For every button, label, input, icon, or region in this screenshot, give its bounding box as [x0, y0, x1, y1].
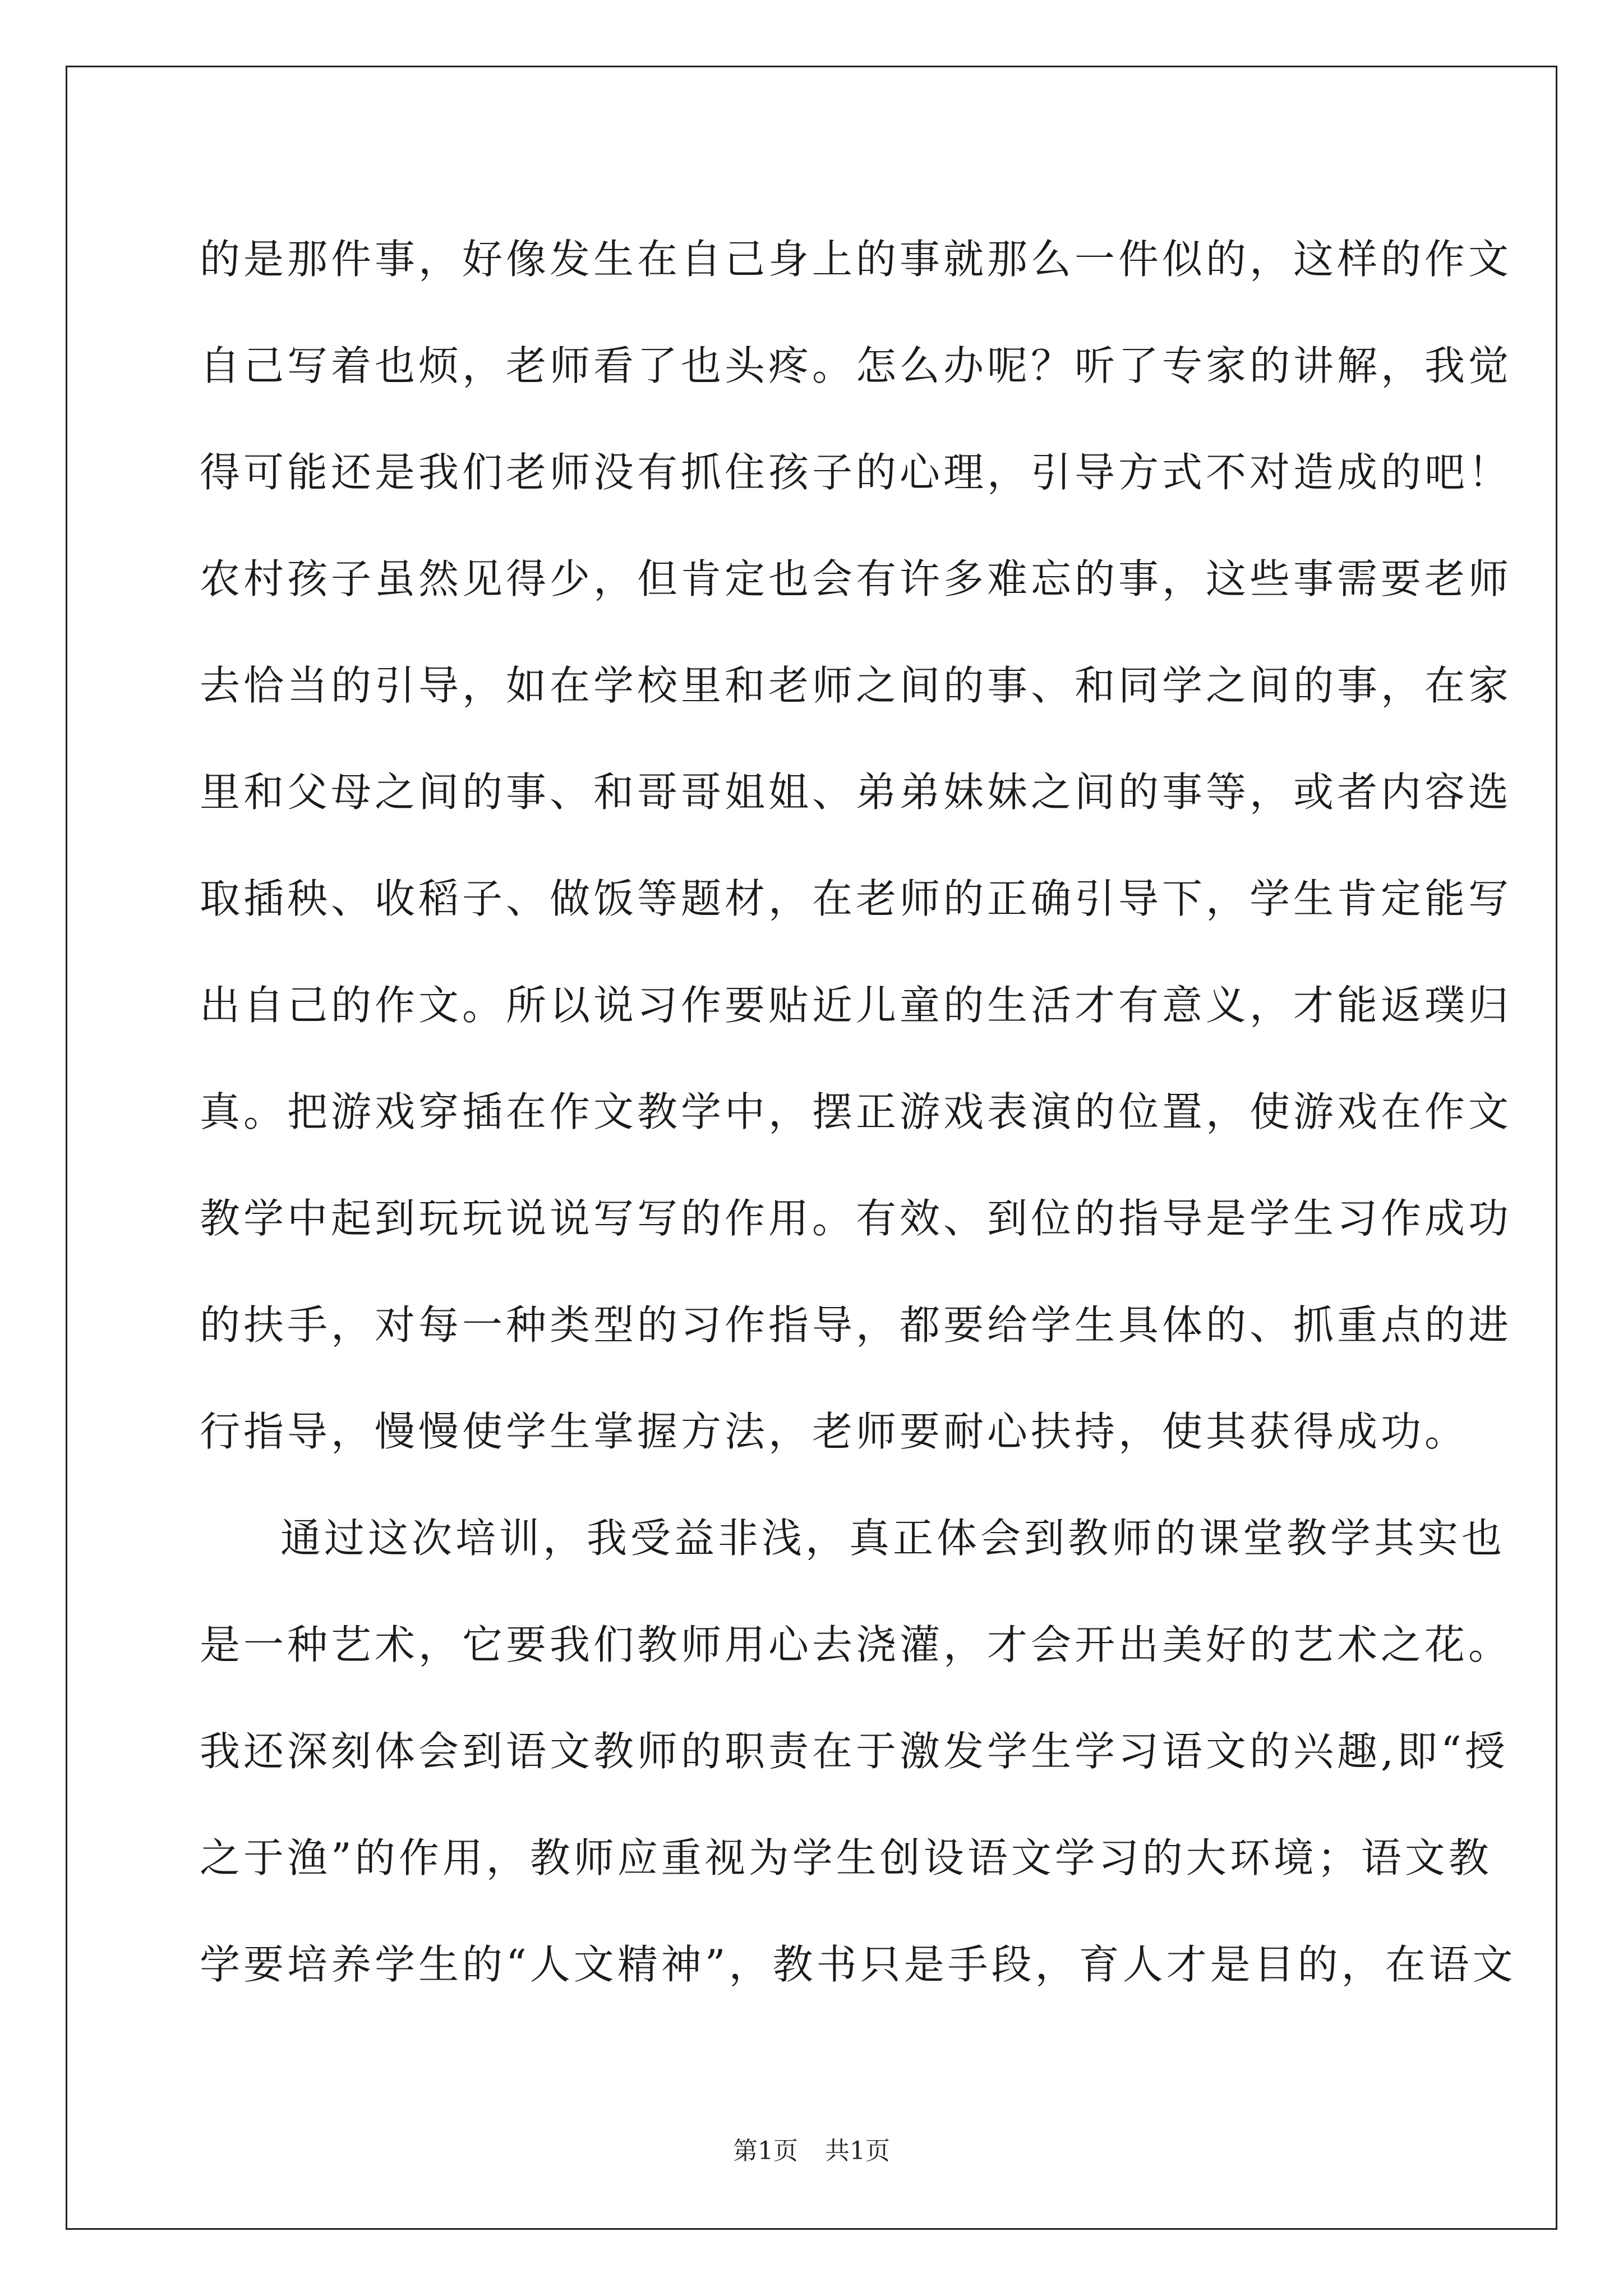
page-footer — [0, 2134, 1623, 2168]
page-number: 第1页 — [733, 2137, 798, 2165]
text-line-3: 得可能还是我们老师没有抓住孩子的心理，引导方式不对造成的吧！ — [200, 449, 1513, 496]
text-line-9: 真。把游戏穿插在作文教学中，摆正游戏表演的位置，使游戏在作文 — [200, 1088, 1513, 1135]
text-line-7: 取插秧、收稻子、做饭等题材，在老师的正确引导下，学生肯定能写 — [200, 875, 1513, 922]
text-line-13: 通过这次培训，我受益非浅，真正体会到教师的课堂教学其实也 — [280, 1515, 1506, 1562]
text-line-2: 自己写着也烦，老师看了也头疼。怎么办呢？听了专家的讲解，我觉 — [200, 342, 1513, 389]
text-line-17: 学要培养学生的“人文精神”，教书只是手段，育人才是目的，在语文 — [200, 1941, 1516, 1988]
document-body — [200, 206, 1516, 2018]
text-line-12: 行指导，慢慢使学生掌握方法，老师要耐心扶持，使其获得成功。 — [200, 1408, 1469, 1455]
text-line-14: 是一种艺术，它要我们教师用心去浇灌，才会开出美好的艺术之花。 — [200, 1621, 1513, 1668]
text-line-5: 去恰当的引导，如在学校里和老师之间的事、和同学之间的事，在家 — [200, 662, 1513, 709]
text-line-10: 教学中起到玩玩说说写写的作用。有效、到位的指导是学生习作成功 — [200, 1195, 1513, 1242]
text-line-4: 农村孩子虽然见得少，但肯定也会有许多难忘的事，这些事需要老师 — [200, 555, 1513, 602]
text-line-16: 之于渔”的作用，教师应重视为学生创设语文学习的大环境；语文教 — [200, 1834, 1492, 1881]
page-total: 共1页 — [825, 2137, 890, 2165]
text-line-6: 里和父母之间的事、和哥哥姐姐、弟弟妹妹之间的事等，或者内容选 — [200, 769, 1513, 816]
text-line-15: 我还深刻体会到语文教师的职责在于激发学生学习语文的兴趣,即“授 — [200, 1728, 1509, 1775]
text-line-1: 的是那件事，好像发生在自己身上的事就那么一件似的，这样的作文 — [200, 236, 1513, 283]
text-line-8: 出自己的作文。所以说习作要贴近儿童的生活才有意义，才能返璞归 — [200, 982, 1513, 1029]
text-line-11: 的扶手，对每一种类型的习作指导，都要给学生具体的、抓重点的进 — [200, 1301, 1513, 1349]
